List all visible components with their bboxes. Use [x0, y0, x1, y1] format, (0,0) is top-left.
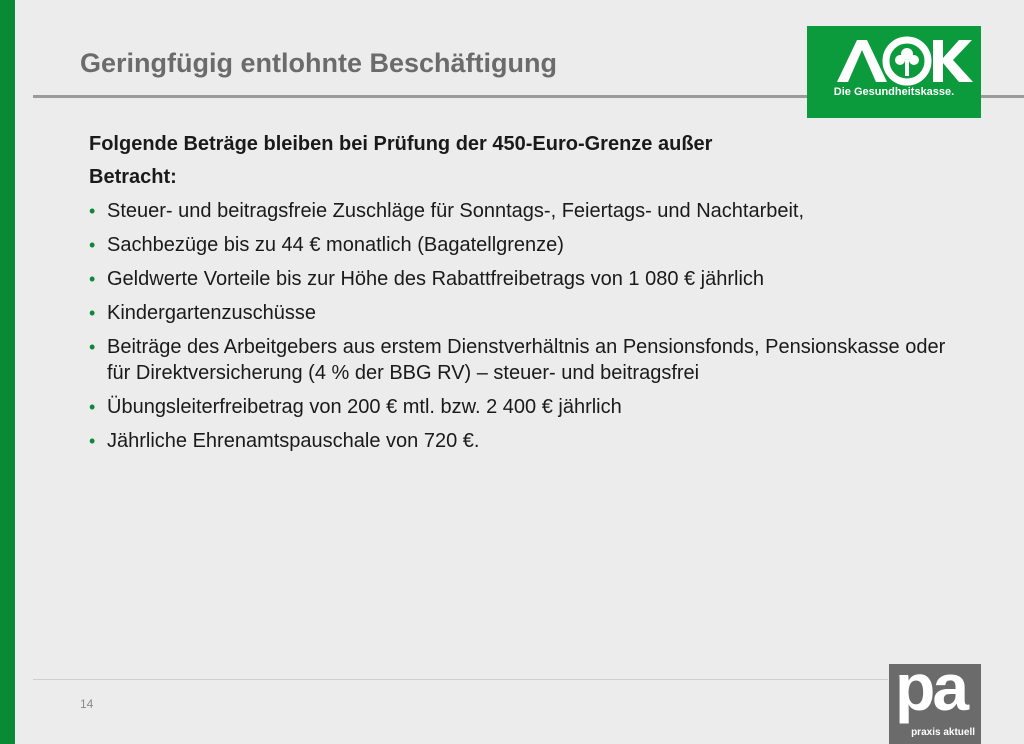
bullet-text: Geldwerte Vorteile bis zur Höhe des Rabattfreibetrags von 1 080 € jährlich — [107, 268, 765, 290]
bullet-text: Übungsleiterfreibetrag von 200 € mtl. bzw. 2 400 € jährlich — [107, 396, 622, 418]
bullet-text: Steuer- und beitragsfreie Zuschläge für Sonntags-, Feiertags- und Nachtarbeit, — [107, 200, 805, 222]
slide-title: Geringfügig entlohnte Beschäftigung — [80, 48, 557, 78]
bullet-icon: • — [89, 303, 96, 323]
bullet-icon: • — [89, 397, 96, 417]
slide-body — [89, 128, 949, 462]
list-item — [89, 428, 949, 454]
bullet-list — [89, 198, 949, 454]
bullet-icon: • — [89, 269, 96, 289]
bullet-icon: • — [89, 337, 96, 357]
bullet-text: Jährliche Ehrenamtspauschale von 720 €. — [107, 430, 480, 452]
left-accent-bar — [0, 0, 15, 744]
pa-wordmark: pa — [895, 650, 967, 724]
pa-logo — [889, 650, 981, 744]
bullet-text: Kindergartenzuschüsse — [107, 302, 317, 324]
bullet-text: Beiträge des Arbeitgebers aus erstem Dienstverhältnis an Pensionsfonds, Pensionskasse oder für Direktversicherung (4 % der BBG RV) – steuer- und beitragsfrei — [107, 336, 946, 384]
pa-tagline: praxis aktuell — [911, 727, 975, 738]
bullet-text: Sachbezüge bis zu 44 € monatlich (Bagatellgrenze) — [107, 234, 564, 256]
aok-logo — [807, 26, 981, 118]
list-item — [89, 232, 949, 258]
bullet-icon: • — [89, 201, 96, 221]
list-item — [89, 198, 949, 224]
intro-text — [89, 128, 949, 194]
intro-line-1: Folgende Beträge bleiben bei Prüfung der 450-Euro-Grenze außer — [89, 133, 713, 155]
page-number: 14 — [80, 697, 94, 711]
bullet-icon: • — [89, 235, 96, 255]
aok-wordmark-icon — [807, 26, 981, 118]
list-item — [89, 266, 949, 292]
list-item — [89, 300, 949, 326]
list-item — [89, 394, 949, 420]
intro-line-2: Betracht: — [89, 166, 177, 188]
list-item — [89, 334, 949, 386]
aok-tagline: Die Gesundheitskasse. — [833, 86, 955, 98]
footer-divider — [33, 679, 888, 680]
bullet-icon: • — [89, 431, 96, 451]
